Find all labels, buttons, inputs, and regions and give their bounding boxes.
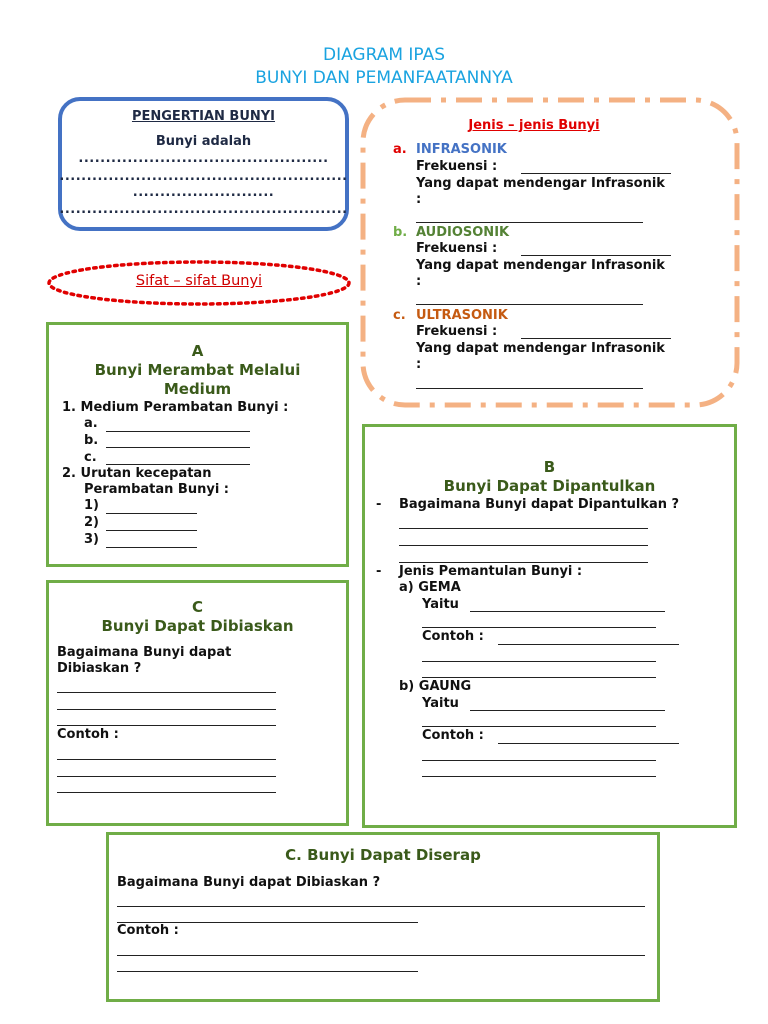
- box-b-gaung-yaitu-line-2: [422, 726, 656, 727]
- box-a-sub-a: a.: [84, 416, 98, 431]
- box-a-q2a: 2. Urutan kecepatan: [62, 466, 212, 481]
- box-a-sub-c: c.: [84, 450, 97, 465]
- jenis-b-hear-line: [416, 304, 643, 305]
- box-b-gema-yaitu: Yaitu: [422, 597, 459, 612]
- box-c-line-3: [57, 725, 276, 726]
- box-b-gaung-contoh: Contoh :: [422, 728, 484, 743]
- box-a-num-line-3: [106, 547, 197, 548]
- jenis-a-freq-line: [521, 173, 671, 174]
- box-a-num-1: 1): [84, 498, 99, 513]
- box-c-contoh-line-3: [57, 792, 276, 793]
- box-b-gaung-contoh-line-3: [422, 776, 656, 777]
- box-d-contoh-line-1: [117, 955, 645, 956]
- jenis-c-freq-line: [521, 338, 671, 339]
- box-a-letter: A: [191, 342, 204, 360]
- pengertian-dots-4: .....................................................: [59, 202, 348, 217]
- box-a-num-line-1: [106, 513, 197, 514]
- box-c-letter: C: [191, 598, 203, 616]
- box-b-title: Bunyi Dapat Dipantulkan: [443, 477, 656, 495]
- box-b-dash-2: -: [376, 564, 382, 579]
- box-c-q2: Dibiaskan ?: [57, 661, 142, 676]
- box-c-line-1: [57, 692, 276, 693]
- box-b-gaung-contoh-line-2: [422, 760, 656, 761]
- box-c-line-2: [57, 709, 276, 710]
- box-b-gaung-contoh-line: [498, 743, 679, 744]
- box-d-contoh-line-2: [117, 971, 418, 972]
- box-b-q1: Bagaimana Bunyi dapat Dipantulkan ?: [399, 497, 680, 512]
- box-b-gema-contoh-line-3: [422, 677, 656, 678]
- jenis-b-freq: Frekuensi :: [416, 241, 498, 256]
- box-a-q1: 1. Medium Perambatan Bunyi :: [62, 400, 289, 415]
- box-a-line-b: [106, 447, 250, 448]
- jenis-heading: Jenis – jenis Bunyi: [468, 118, 600, 133]
- box-b-gaung: b) GAUNG: [399, 679, 472, 694]
- box-b-gema-yaitu-line: [470, 611, 665, 612]
- jenis-a-name: INFRASONIK: [416, 142, 507, 157]
- jenis-b-colon: :: [416, 274, 422, 289]
- pengertian-dots-2: .....................................................: [59, 169, 348, 184]
- jenis-a-freq: Frekuensi :: [416, 159, 498, 174]
- box-c-contoh-line-1: [57, 759, 276, 760]
- box-c-contoh-line-2: [57, 776, 276, 777]
- box-b-gema-yaitu-line-2: [422, 627, 656, 628]
- box-b-gaung-yaitu-line: [470, 710, 665, 711]
- box-d-title: C. Bunyi Dapat Diserap: [285, 846, 481, 864]
- box-a-num-line-2: [106, 530, 197, 531]
- box-b-q2: Jenis Pemantulan Bunyi :: [399, 564, 583, 579]
- box-a-q2b: Perambatan Bunyi :: [84, 482, 229, 497]
- jenis-a-hear: Yang dapat mendengar Infrasonik: [416, 176, 665, 191]
- box-d-q: Bagaimana Bunyi dapat Dibiaskan ?: [117, 875, 381, 890]
- box-a-line-c: [106, 464, 250, 465]
- jenis-c-hear-line: [416, 388, 643, 389]
- pengertian-dots-3: ..........................: [132, 185, 275, 200]
- jenis-a-hear-line: [416, 222, 643, 223]
- jenis-b-freq-line: [521, 255, 671, 256]
- box-b-q1-line-2: [399, 545, 648, 546]
- jenis-c-colon: :: [416, 357, 422, 372]
- jenis-c-marker: c.: [393, 308, 406, 323]
- box-b-dash-1: -: [376, 497, 382, 512]
- jenis-b-name: AUDIOSONIK: [416, 225, 510, 240]
- box-b-q1-line-3: [399, 562, 648, 563]
- box-a-title-1: Bunyi Merambat Melalui: [94, 361, 301, 379]
- sifat-label: Sifat – sifat Bunyi: [135, 273, 263, 289]
- box-a-num-3: 3): [84, 532, 99, 547]
- box-b-gaung-yaitu: Yaitu: [422, 696, 459, 711]
- pengertian-dots-1: ..............................................: [78, 151, 329, 166]
- box-a-sub-b: b.: [84, 433, 99, 448]
- box-b-q1-line-1: [399, 528, 648, 529]
- page-subtitle: BUNYI DAN PEMANFAATANNYA: [255, 68, 513, 88]
- box-d-line-1: [117, 906, 645, 907]
- jenis-c-name: ULTRASONIK: [416, 308, 508, 323]
- jenis-a-colon: :: [416, 192, 422, 207]
- box-c-title: Bunyi Dapat Dibiaskan: [101, 617, 294, 635]
- jenis-a-marker: a.: [393, 142, 407, 157]
- box-b-gema-contoh-line-2: [422, 661, 656, 662]
- box-c-q1: Bagaimana Bunyi dapat: [57, 645, 232, 660]
- jenis-c-hear: Yang dapat mendengar Infrasonik: [416, 341, 665, 356]
- box-b-letter: B: [543, 458, 556, 476]
- jenis-b-hear: Yang dapat mendengar Infrasonik: [416, 258, 665, 273]
- box-b-gema-contoh: Contoh :: [422, 629, 484, 644]
- box-d-contoh: Contoh :: [117, 923, 179, 938]
- box-a-num-2: 2): [84, 515, 99, 530]
- jenis-c-freq: Frekuensi :: [416, 324, 498, 339]
- box-a-line-a: [106, 431, 250, 432]
- box-b-gema: a) GEMA: [399, 580, 461, 595]
- pengertian-text: Bunyi adalah: [155, 134, 252, 149]
- box-b-gema-contoh-line: [498, 644, 679, 645]
- box-c-contoh: Contoh :: [57, 727, 119, 742]
- jenis-b-marker: b.: [393, 225, 408, 240]
- box-a-title-2: Medium: [163, 380, 232, 398]
- page-title: DIAGRAM IPAS: [322, 45, 446, 65]
- pengertian-heading: PENGERTIAN BUNYI: [131, 109, 276, 124]
